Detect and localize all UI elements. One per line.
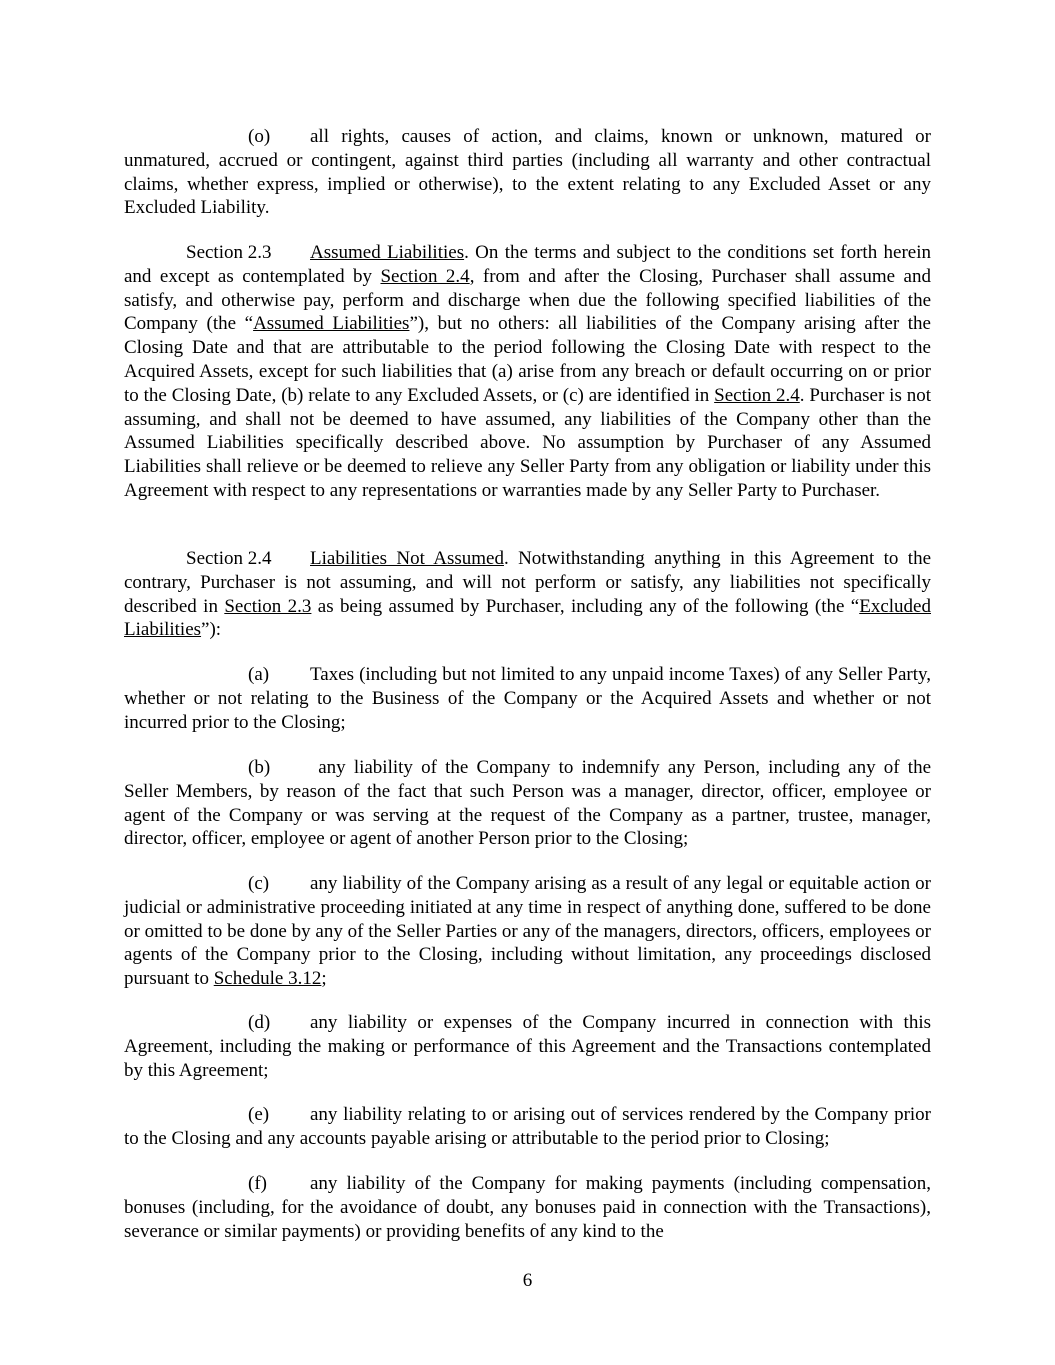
paragraph-text: all rights, causes of action, and claims, known or unknown, matured or unmatured, accrued or contingent, against third parties (including all warranty and other contractual claims, whether express, implied or otherwise), to the extent relating to any Excluded Asset or any Excluded Liability. <box>124 126 931 219</box>
paragraph-label: (d) <box>248 1012 271 1033</box>
section-number: Section 2.3 <box>186 242 272 263</box>
paragraph-text: any liability of the Company for making payments (including compensation, bonuses (including, for the avoidance of doubt, any bonuses paid in connection with the Transactions), severance or similar payments) or providing benefits of any kind to the <box>124 1173 931 1242</box>
paragraph-label: (f) <box>248 1173 267 1194</box>
section-heading: Assumed Liabilities <box>310 242 465 263</box>
paragraph-label: (a) <box>248 664 270 685</box>
paragraph-label: (b) <box>248 757 271 778</box>
defined-term: Excluded Liabilities <box>124 595 931 641</box>
paragraph-text: ; <box>321 968 327 990</box>
paragraph-text: Taxes (including but not limited to any unpaid income Taxes) of any Seller Party, whether or not relating to the Business of the Company or the Acquired Assets and whether or not incurred prior to the Closing; <box>124 664 931 733</box>
section-heading: Liabilities Not Assumed <box>310 548 504 569</box>
paragraph-text: any liability relating to or arising out of services rendered by the Company prior to the Closing and any accounts payable arising or attributable to the period prior to Closing; <box>124 1104 931 1149</box>
paragraph-label: (o) <box>248 126 271 147</box>
section-text: . Notwithstanding anything in this Agreement to the contrary, Purchaser is not assuming, and will not perform or satisfy, any liabilities not specifically described in <box>124 548 931 617</box>
paragraph-c <box>124 872 931 991</box>
paragraph-b <box>124 756 931 851</box>
paragraph-text: any liability or expenses of the Company incurred in connection with this Agreement, including the making or performance of this Agreement and the Transactions contemplated by this Agreement; <box>124 1012 931 1081</box>
section-number: Section 2.4 <box>186 548 272 569</box>
section-text: ”): <box>201 619 222 641</box>
section-text: . Purchaser is not assuming, and shall not be deemed to have assumed, any liabilities of the Company other than the Assumed Liabilities specifically described above. No assumption by Purchaser of any Assumed Liabilities shall relieve or be deemed to relieve any Seller Party from any obligation or liability under this Agreement with respect to any representations or warranties made by any Seller Party to Purchaser. <box>124 384 931 501</box>
section-text: as being assumed by Purchaser, including any of the following (the “ <box>311 595 860 617</box>
paragraph-d <box>124 1011 931 1082</box>
page-number: 6 <box>522 1270 533 1291</box>
cross-reference: Section 2.3 <box>224 595 312 617</box>
paragraph-f <box>124 1172 931 1243</box>
paragraph-text: any liability of the Company to indemnify any Person, including any of the Seller Members, by reason of the fact that such Person was a manager, director, officer, employee or agent of the Company or was serving at the request of the Company as a partner, trustee, manager, director, officer, employee or agent of another Person prior to the Closing; <box>124 757 931 850</box>
cross-reference: Section 2.4 <box>380 265 470 287</box>
paragraph-label: (e) <box>248 1104 270 1125</box>
section-text: ”), but no others: all liabilities of the Company arising after the Closing Date and that are attributable to the period following the Closing Date with respect to the Acquired Assets, except for such liabilities that (a) arise from any breach or default occurring on or prior to the Closing Date, (b) relate to any Excluded Assets, or (c) are identified in <box>124 313 931 406</box>
section-2-3 <box>124 241 931 503</box>
defined-term: Assumed Liabilities <box>253 313 410 335</box>
paragraph-label: (c) <box>248 873 270 894</box>
section-2-4 <box>124 547 931 642</box>
paragraph-text: any liability of the Company arising as a result of any legal or equitable action or judicial or administrative proceeding initiated at any time in respect of anything done, suffered to be done or omitted to be done by any of the Seller Parties or any of the managers, directors, officers, employees or agents of the Company prior to the Closing, including without limitation, any proceedings disclosed pursuant to <box>124 873 931 990</box>
section-text: . On the terms and subject to the conditions set forth herein and except as contemplated by <box>124 242 932 287</box>
cross-reference: Schedule 3.12 <box>213 968 322 990</box>
paragraph-e <box>124 1103 931 1151</box>
cross-reference: Section 2.4 <box>714 384 800 406</box>
section-text: , from and after the Closing, Purchaser shall assume and satisfy, and otherwise pay, perform and discharge when due the following specified liabilities of the Company (the “ <box>124 265 931 335</box>
paragraph-a <box>124 663 931 734</box>
paragraph-o <box>124 125 931 220</box>
